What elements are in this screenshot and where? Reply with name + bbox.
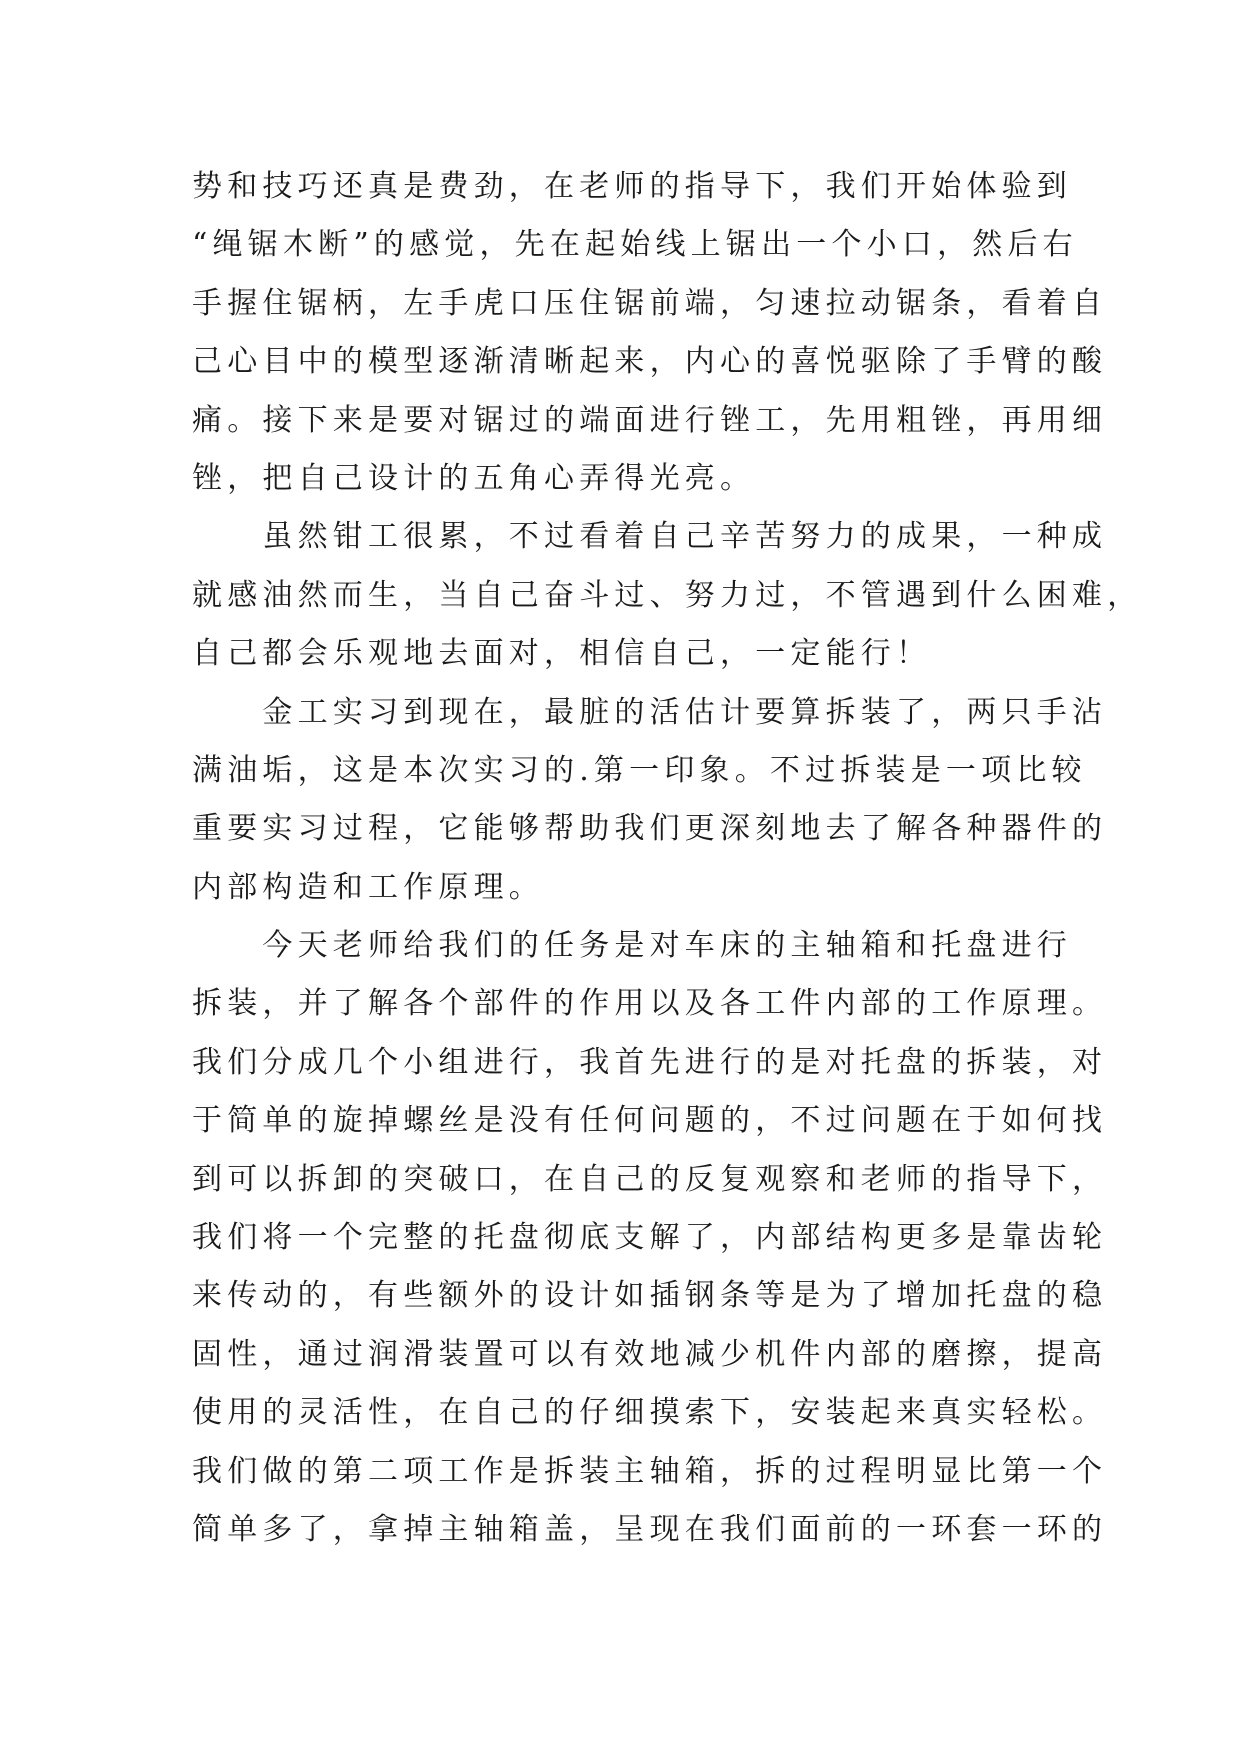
text-line: 锉，把自己设计的五角心弄得光亮。 [192,460,756,496]
text-line: 简单多了，拿掉主轴箱盖，呈现在我们面前的一环套一环的 [192,1511,1108,1547]
text-line: 使用的灵活性，在自己的仔细摸索下，安装起来真实轻松。 [192,1395,1108,1431]
text-line: 虽然钳工很累，不过看着自己辛苦努力的成果，一种成 [192,519,1108,555]
text-line: 痛。接下来是要对锯过的端面进行锉工，先用粗锉，再用细 [192,402,1108,438]
text-line: 手握住锯柄，左手虎口压住锯前端，匀速拉动锯条，看着自 [192,285,1108,321]
text-line: 到可以拆卸的突破口，在自己的反复观察和老师的指导下， [192,1161,1108,1197]
text-line: 满油垢，这是本次实习的.第一印象。不过拆装是一项比较 [192,752,1087,788]
text-line: 势和技巧还真是费劲，在老师的指导下，我们开始体验到 [192,169,1072,204]
text-line: 我们做的第二项工作是拆装主轴箱，拆的过程明显比第一个 [192,1453,1108,1489]
body-text [192,158,1143,1559]
text-line: 自己都会乐观地去面对，相信自己，一定能行！ [192,636,932,672]
text-line: 我们分成几个小组进行，我首先进行的是对托盘的拆装，对 [192,1044,1108,1080]
text-line: 来传动的，有些额外的设计如插钢条等是为了增加托盘的稳 [192,1278,1108,1314]
text-line: 拆装，并了解各个部件的作用以及各工件内部的工作原理。 [192,986,1108,1022]
text-line: “绳锯木断”的感觉，先在起始线上锯出一个小口，然后右 [192,227,1078,263]
text-line: 己心目中的模型逐渐清晰起来，内心的喜悦驱除了手臂的酸 [192,344,1108,380]
text-line: 我们将一个完整的托盘彻底支解了，内部结构更多是靠齿轮 [192,1220,1108,1256]
text-line: 于简单的旋掉螺丝是没有任何问题的，不过问题在于如何找 [192,1103,1108,1139]
text-line: 就感油然而生，当自己奋斗过、努力过，不管遇到什么困难， [192,577,1143,613]
text-line: 内部构造和工作原理。 [192,869,544,905]
text-line: 今天老师给我们的任务是对车床的主轴箱和托盘进行 [192,928,1072,964]
text-line: 固性，通过润滑装置可以有效地减少机件内部的磨擦，提高 [192,1336,1108,1372]
text-line: 重要实习过程，它能够帮助我们更深刻地去了解各种器件的 [192,811,1108,847]
text-line: 金工实习到现在，最脏的活估计要算拆装了，两只手沾 [192,694,1108,730]
